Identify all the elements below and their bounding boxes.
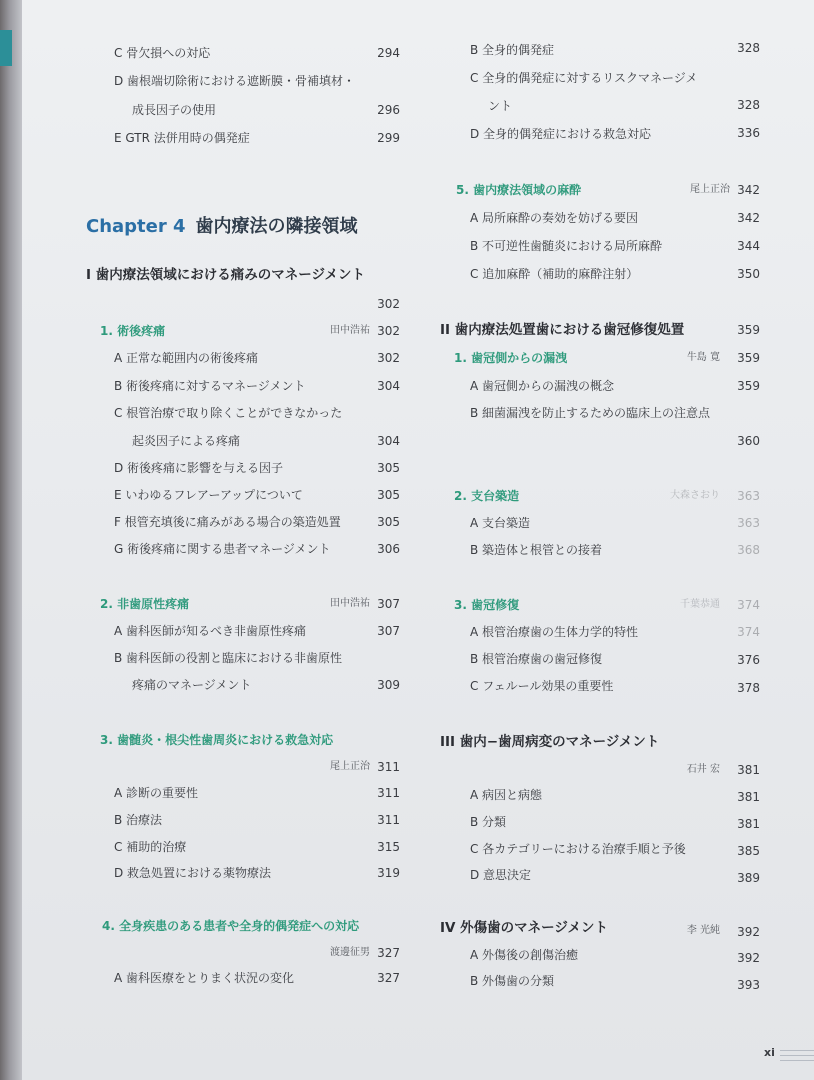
- page-number: 381: [737, 790, 760, 804]
- page-number: 302: [377, 297, 400, 311]
- author-name: 千葉恭通: [680, 599, 720, 610]
- toc-item: B 分類: [470, 815, 507, 829]
- author-name: 田中浩祐: [330, 325, 370, 336]
- toc-item: D 歯根端切除術における遮断膜・骨補填材・: [114, 74, 356, 88]
- page-number: 304: [377, 379, 400, 393]
- page-number: 368: [737, 543, 760, 557]
- decorative-rule: [780, 1060, 814, 1061]
- toc-item: ント: [488, 99, 513, 113]
- page-number: 374: [737, 625, 760, 639]
- chapter-number: Chapter 4: [86, 216, 186, 237]
- page-folio: xi: [764, 1046, 775, 1059]
- toc-item: D 全身的偶発症における救急対応: [470, 127, 652, 141]
- toc-item: C 各カテゴリーにおける治療手順と予後: [470, 842, 686, 856]
- page-number: 359: [737, 379, 760, 393]
- toc-page: [22, 0, 814, 1080]
- tab-marker: [0, 30, 12, 66]
- toc-item: A 歯科医療をとりまく状況の変化: [114, 971, 295, 985]
- page-number: 359: [737, 351, 760, 365]
- toc-item: A 病因と病態: [470, 788, 543, 802]
- part-heading: III 歯内−歯周病変のマネージメント: [440, 734, 660, 750]
- page-number: 305: [377, 488, 400, 502]
- part-heading: I 歯内療法領域における痛みのマネージメント: [86, 267, 366, 283]
- section-heading: 4. 全身疾患のある患者や全身的偶発症への対応: [102, 919, 360, 933]
- toc-item: A 歯冠側からの漏洩の概念: [470, 379, 615, 393]
- author-name: 渡邊征男: [330, 947, 370, 958]
- author-name: 李 光純: [686, 925, 720, 936]
- page-number: 342: [737, 183, 760, 197]
- author-name: 田中浩祐: [330, 598, 370, 609]
- page-number: 319: [377, 866, 400, 880]
- toc-item: C 全身的偶発症に対するリスクマネージメ: [470, 71, 698, 85]
- page-number: 381: [737, 817, 760, 831]
- page-number: 302: [377, 324, 400, 338]
- page-number: 389: [737, 871, 760, 885]
- section-heading: 3. 歯髄炎・根尖性歯周炎における救急対応: [100, 733, 334, 747]
- page-number: 363: [737, 516, 760, 530]
- decorative-rule: [780, 1055, 814, 1056]
- toc-item: A 局所麻酔の奏効を妨げる要因: [470, 211, 639, 225]
- toc-item: D 救急処置における薬物療法: [114, 866, 272, 880]
- toc-item: C 根管治療で取り除くことができなかった: [114, 406, 343, 420]
- section-heading: 1. 術後疼痛: [100, 324, 166, 338]
- part-heading: IV 外傷歯のマネージメント: [440, 920, 608, 936]
- page-number: 327: [377, 971, 400, 985]
- toc-item: F 根管充填後に痛みがある場合の築造処置: [114, 515, 341, 529]
- toc-item: G 術後疼痛に関する患者マネージメント: [114, 542, 331, 556]
- toc-item: B 築造体と根管との接着: [470, 543, 603, 557]
- toc-item: A 根管治療歯の生体力学的特性: [470, 625, 639, 639]
- section-heading: 1. 歯冠側からの漏洩: [454, 351, 568, 365]
- toc-item: C 追加麻酔（補助的麻酔注射）: [470, 267, 639, 281]
- toc-item: B 歯科医師の役割と臨床における非歯原性: [114, 651, 343, 665]
- page-number: 304: [377, 434, 400, 448]
- section-heading: 2. 非歯原性疼痛: [100, 597, 190, 611]
- section-heading: 5. 歯内療法領域の麻酔: [456, 183, 582, 197]
- page-number: 374: [737, 598, 760, 612]
- page-number: 327: [377, 946, 400, 960]
- page-number: 307: [377, 597, 400, 611]
- page-number: 328: [737, 98, 760, 112]
- toc-item: A 診断の重要性: [114, 786, 199, 800]
- toc-item: C 補助的治療: [114, 840, 187, 854]
- toc-item: B 外傷歯の分類: [470, 974, 555, 988]
- author-name: 尾上正治: [690, 184, 730, 195]
- section-heading: 3. 歯冠修復: [454, 598, 520, 612]
- toc-item: B 根管治療歯の歯冠修復: [470, 652, 603, 666]
- toc-item: B 全身的偶発症: [470, 43, 555, 57]
- page-number: 311: [377, 813, 400, 827]
- page-number: 328: [737, 41, 760, 55]
- page-number: 385: [737, 844, 760, 858]
- toc-item: A 外傷後の創傷治癒: [470, 948, 579, 962]
- toc-item: 疼痛のマネージメント: [132, 678, 252, 692]
- toc-item: A 歯科医師が知るべき非歯原性疼痛: [114, 624, 307, 638]
- page-number: 359: [737, 323, 760, 337]
- page-number: 311: [377, 786, 400, 800]
- page-number: 294: [377, 46, 400, 60]
- page-number: 381: [737, 763, 760, 777]
- author-name: 尾上正治: [330, 761, 370, 772]
- toc-item: C 骨欠損への対応: [114, 46, 211, 60]
- toc-item: A 正常な範囲内の術後疼痛: [114, 351, 259, 365]
- decorative-rule: [780, 1050, 814, 1051]
- section-heading: 2. 支台築造: [454, 489, 520, 503]
- toc-item: B 術後疼痛に対するマネージメント: [114, 379, 306, 393]
- part-heading: II 歯内療法処置歯における歯冠修復処置: [440, 322, 685, 338]
- page-number: 360: [737, 434, 760, 448]
- page-number: 393: [737, 978, 760, 992]
- toc-item: B 治療法: [114, 813, 163, 827]
- toc-item: E いわゆるフレアーアップについて: [114, 488, 303, 502]
- author-name: 石井 宏: [686, 764, 720, 775]
- toc-item: A 支台築造: [470, 516, 531, 530]
- toc-item: B 不可逆性歯髄炎における局所麻酔: [470, 239, 663, 253]
- page-number: 378: [737, 681, 760, 695]
- page-number: 311: [377, 760, 400, 774]
- page-number: 302: [377, 351, 400, 365]
- page-number: 305: [377, 515, 400, 529]
- page-number: 309: [377, 678, 400, 692]
- toc-item: C フェルール効果の重要性: [470, 679, 614, 693]
- page-number: 342: [737, 211, 760, 225]
- toc-item: B 細菌漏洩を防止するための臨床上の注意点: [470, 406, 711, 420]
- page-number: 344: [737, 239, 760, 253]
- page-number: 315: [377, 840, 400, 854]
- chapter-title: 歯内療法の隣接領域: [195, 216, 358, 237]
- book-spine-edge: [0, 0, 24, 1080]
- page-number: 307: [377, 624, 400, 638]
- chapter-heading: [86, 212, 358, 238]
- page-number: 350: [737, 267, 760, 281]
- page-number: 336: [737, 126, 760, 140]
- toc-item: D 意思決定: [470, 868, 532, 882]
- page-number: 392: [737, 925, 760, 939]
- page-number: 305: [377, 461, 400, 475]
- toc-item: D 術後疼痛に影響を与える因子: [114, 461, 284, 475]
- author-name: 牛島 寛: [686, 352, 720, 363]
- page-number: 296: [377, 103, 400, 117]
- page-number: 306: [377, 542, 400, 556]
- toc-item: 成長因子の使用: [132, 103, 217, 117]
- page-number: 363: [737, 489, 760, 503]
- page-number: 392: [737, 951, 760, 965]
- author-name: 大森さおり: [670, 490, 720, 501]
- toc-item: 起炎因子による疼痛: [132, 434, 241, 448]
- page-number: 299: [377, 131, 400, 145]
- toc-item: E GTR 法併用時の偶発症: [114, 131, 250, 145]
- page-number: 376: [737, 653, 760, 667]
